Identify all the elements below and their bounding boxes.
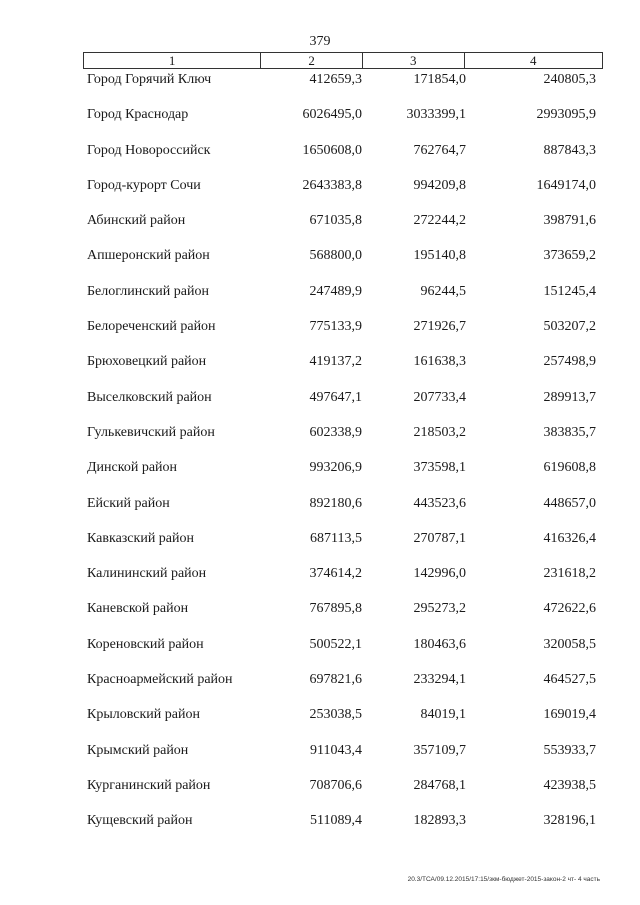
value-col-2: 253038,5	[309, 707, 362, 723]
table-row	[83, 282, 613, 317]
value-col-4: 328196,1	[543, 813, 596, 829]
value-col-2: 568800,0	[309, 248, 362, 264]
value-col-4: 169019,4	[543, 707, 596, 723]
district-name: Город-курорт Сочи	[87, 177, 201, 193]
value-col-2: 602338,9	[309, 424, 362, 440]
value-col-3: 195140,8	[413, 248, 466, 264]
value-col-4: 240805,3	[543, 72, 596, 87]
value-col-2: 775133,9	[309, 319, 362, 335]
value-col-3: 182893,3	[413, 813, 466, 829]
value-col-3: 271926,7	[413, 319, 466, 335]
district-name: Город Горячий Ключ	[87, 72, 212, 87]
value-col-3: 270787,1	[413, 530, 466, 546]
value-col-4: 257498,9	[543, 354, 596, 370]
value-col-2: 247489,9	[309, 283, 362, 299]
district-name: Выселковский район	[87, 389, 212, 405]
value-col-4: 619608,8	[543, 460, 596, 476]
table-row	[83, 423, 613, 458]
district-name: Кавказский район	[87, 530, 195, 546]
value-col-2: 697821,6	[309, 672, 362, 688]
value-col-2: 419137,2	[309, 354, 362, 370]
table-row	[83, 70, 613, 105]
value-col-4: 887843,3	[543, 142, 596, 158]
footer-stamp: 20.3/ТСА/09.12.2015/17:15/зкм-бюджет-2015-закон-2 чт- 4 часть	[407, 876, 600, 883]
table-row	[83, 352, 613, 387]
value-col-4: 472622,6	[543, 601, 596, 617]
value-col-4: 553933,7	[543, 742, 596, 758]
table-row	[83, 635, 613, 670]
district-name: Гулькевичский район	[87, 424, 215, 440]
district-name: Абинский район	[87, 213, 186, 229]
table-row	[83, 776, 613, 811]
header-col-3: 3	[363, 53, 465, 68]
value-col-2: 708706,6	[309, 777, 362, 793]
table-row	[83, 529, 613, 564]
value-col-3: 295273,2	[413, 601, 466, 617]
value-col-3: 84019,1	[420, 707, 466, 723]
value-col-2: 1650608,0	[302, 142, 362, 158]
table-row	[83, 705, 613, 740]
value-col-4: 398791,6	[543, 213, 596, 229]
value-col-2: 993206,9	[309, 460, 362, 476]
district-name: Апшеронский район	[87, 248, 210, 264]
value-col-3: 218503,2	[413, 424, 466, 440]
value-col-2: 671035,8	[309, 213, 362, 229]
district-name: Динской район	[87, 460, 178, 476]
table-row	[83, 141, 613, 176]
value-col-2: 687113,5	[310, 530, 362, 546]
value-col-2: 911043,4	[310, 742, 362, 758]
value-col-2: 6026495,0	[302, 107, 362, 123]
district-name: Белореченский район	[87, 319, 216, 335]
value-col-2: 2643383,8	[302, 177, 362, 193]
page-number: 379	[309, 34, 331, 49]
table-row	[83, 741, 613, 776]
value-col-2: 892180,6	[309, 495, 362, 511]
value-col-2: 767895,8	[309, 601, 362, 617]
value-col-3: 272244,2	[413, 213, 466, 229]
value-col-3: 171854,0	[413, 72, 466, 87]
header-col-4: 4	[530, 53, 537, 68]
table-row	[83, 811, 613, 846]
value-col-2: 511089,4	[310, 813, 362, 829]
value-col-3: 233294,1	[413, 672, 466, 688]
table-body	[83, 70, 613, 847]
value-col-4: 2993095,9	[536, 107, 596, 123]
district-name: Город Краснодар	[87, 107, 189, 123]
value-col-3: 443523,6	[413, 495, 466, 511]
table-row	[83, 458, 613, 493]
table-row	[83, 494, 613, 529]
value-col-4: 448657,0	[543, 495, 596, 511]
district-name: Ейский район	[87, 495, 170, 511]
district-name: Курганинский район	[87, 777, 211, 793]
table-row	[83, 105, 613, 140]
district-name: Город Новороссийск	[87, 142, 211, 158]
value-col-4: 231618,2	[543, 566, 596, 582]
value-col-2: 500522,1	[309, 636, 362, 652]
value-col-3: 994209,8	[413, 177, 466, 193]
value-col-3: 142996,0	[413, 566, 466, 582]
value-col-3: 373598,1	[413, 460, 466, 476]
table-row	[83, 317, 613, 352]
value-col-4: 151245,4	[543, 283, 596, 299]
value-col-2: 412659,3	[309, 72, 362, 87]
table-row	[83, 176, 613, 211]
table-row	[83, 388, 613, 423]
district-name: Кореновский район	[87, 636, 204, 652]
value-col-4: 1649174,0	[536, 177, 596, 193]
value-col-4: 320058,5	[543, 636, 596, 652]
value-col-4: 416326,4	[543, 530, 596, 546]
value-col-4: 289913,7	[543, 389, 596, 405]
value-col-3: 207733,4	[413, 389, 466, 405]
table-row	[83, 670, 613, 705]
district-name: Крымский район	[87, 742, 189, 758]
value-col-3: 284768,1	[413, 777, 466, 793]
value-col-4: 373659,2	[543, 248, 596, 264]
value-col-3: 762764,7	[413, 142, 466, 158]
header-col-1: 1	[84, 53, 261, 68]
value-col-2: 497647,1	[309, 389, 362, 405]
district-name: Калининский район	[87, 566, 207, 582]
district-name: Каневской район	[87, 601, 189, 617]
value-col-3: 161638,3	[413, 354, 466, 370]
value-col-4: 383835,7	[543, 424, 596, 440]
value-col-3: 180463,6	[413, 636, 466, 652]
district-name: Красноармейский район	[87, 672, 233, 688]
table-row	[83, 564, 613, 599]
table-header	[83, 52, 603, 69]
value-col-4: 503207,2	[543, 319, 596, 335]
table-row	[83, 599, 613, 634]
district-name: Кущевский район	[87, 813, 193, 829]
value-col-3: 357109,7	[413, 742, 466, 758]
district-name: Брюховецкий район	[87, 354, 207, 370]
value-col-2: 374614,2	[309, 566, 362, 582]
table-row	[83, 211, 613, 246]
value-col-3: 3033399,1	[406, 107, 466, 123]
value-col-4: 464527,5	[543, 672, 596, 688]
header-col-2: 2	[261, 53, 363, 68]
district-name: Белоглинский район	[87, 283, 209, 299]
table-row	[83, 246, 613, 281]
value-col-4: 423938,5	[543, 777, 596, 793]
value-col-3: 96244,5	[420, 283, 466, 299]
district-name: Крыловский район	[87, 707, 200, 723]
